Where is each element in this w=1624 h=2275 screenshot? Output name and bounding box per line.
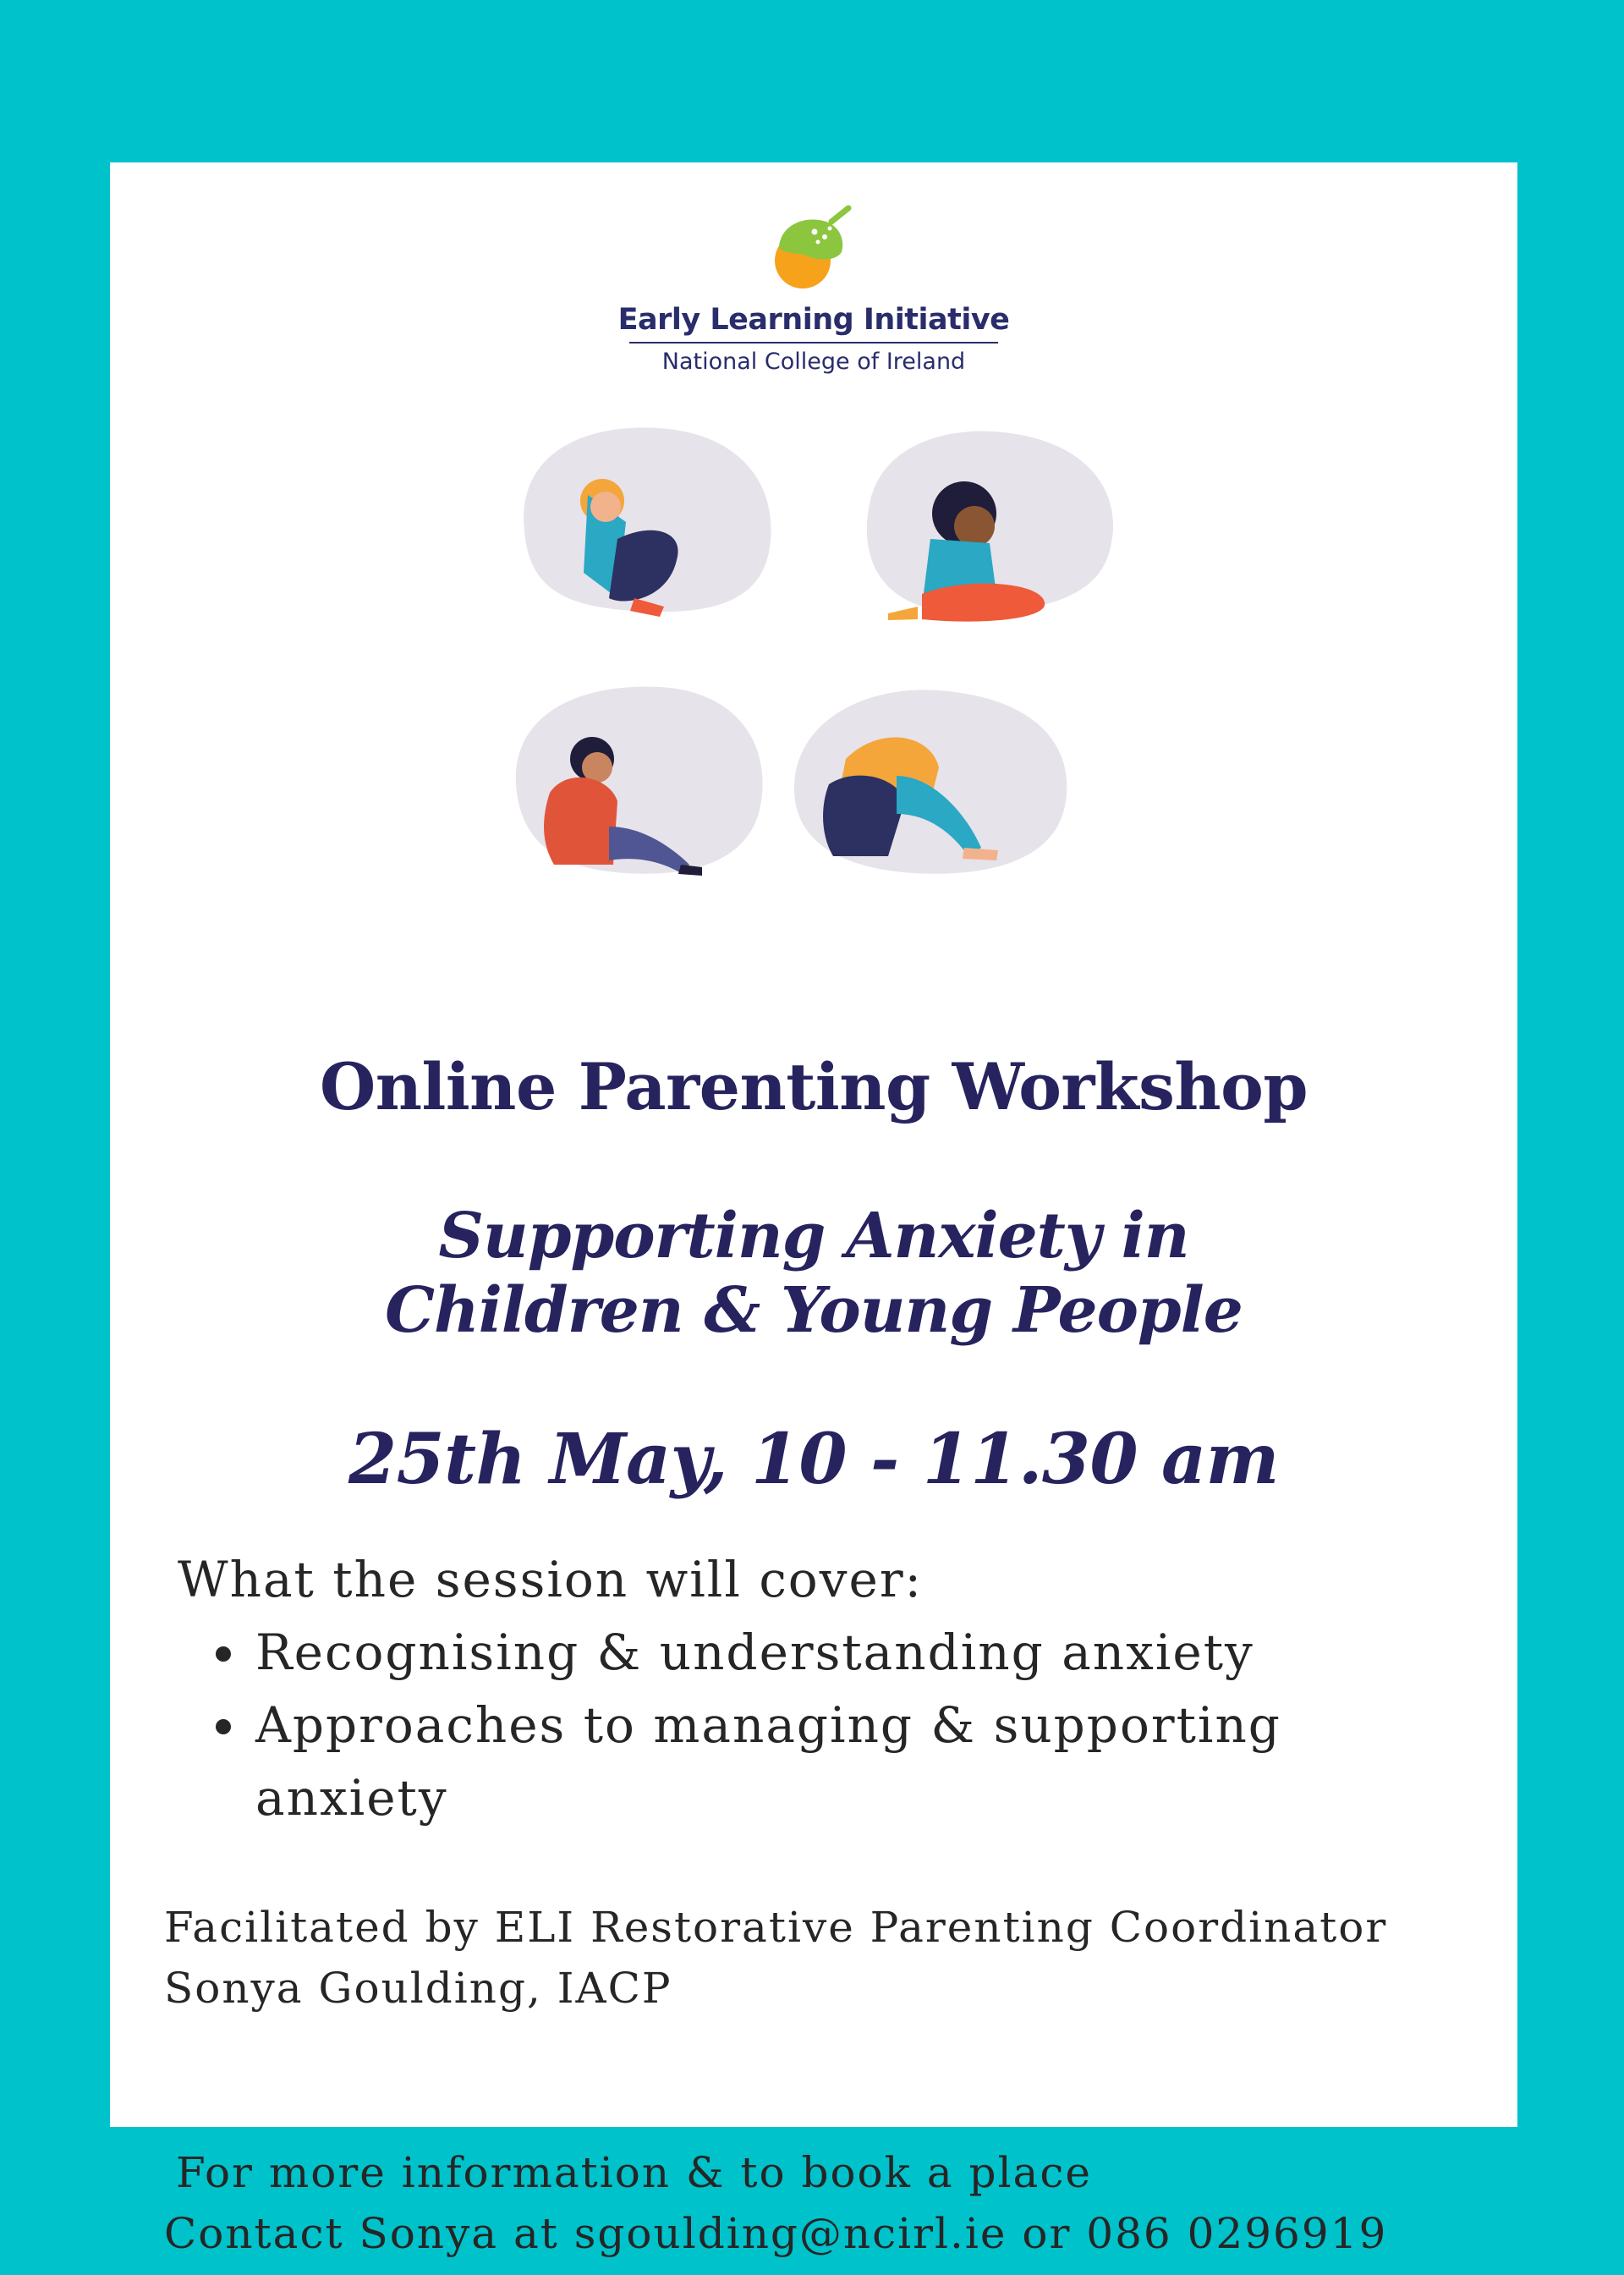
- contact-info: [164, 2142, 1484, 2264]
- figure-panel-3: [516, 687, 763, 876]
- acorn-icon: [767, 203, 860, 296]
- figure-panel-4: [794, 690, 1067, 873]
- contact-line-2: Contact Sonya at sgoulding@ncirl.ie or 086 0296919: [164, 2209, 1388, 2258]
- workshop-date: 25th May, 10 - 11.30 am: [348, 1419, 1279, 1500]
- session-cover: [178, 1543, 1446, 1834]
- facilitator-info: [164, 1897, 1484, 2019]
- session-item: • Approaches to managing & supporting anxiety: [252, 1689, 1446, 1834]
- session-item: • Recognising & understanding anxiety: [252, 1616, 1446, 1689]
- workshop-subtitle: [110, 1199, 1517, 1348]
- flyer-card: [110, 162, 1517, 2258]
- session-list: [178, 1616, 1446, 1834]
- anxious-people-illustration: [491, 404, 1201, 1030]
- workshop-title: Online Parenting Workshop: [319, 1049, 1309, 1124]
- session-intro: What the session will cover:: [178, 1551, 924, 1608]
- subtitle-line-1: Supporting Anxiety in: [438, 1200, 1189, 1272]
- subtitle-line-2: Children & Young People: [385, 1274, 1243, 1347]
- figure-panel-2: [867, 431, 1113, 622]
- contact-line-1: For more information & to book a place: [176, 2148, 1092, 2197]
- figure-panel-1: [524, 428, 771, 618]
- eli-logo: [110, 203, 1517, 375]
- facilitator-line-2: Sonya Goulding, IACP: [164, 1964, 672, 2013]
- logo-divider: [629, 342, 998, 343]
- facilitator-line-1: Facilitated by ELI Restorative Parenting Coordinator: [164, 1903, 1388, 1952]
- logo-title: Early Learning Initiative: [617, 303, 1010, 337]
- logo-subtitle: National College of Ireland: [661, 349, 966, 375]
